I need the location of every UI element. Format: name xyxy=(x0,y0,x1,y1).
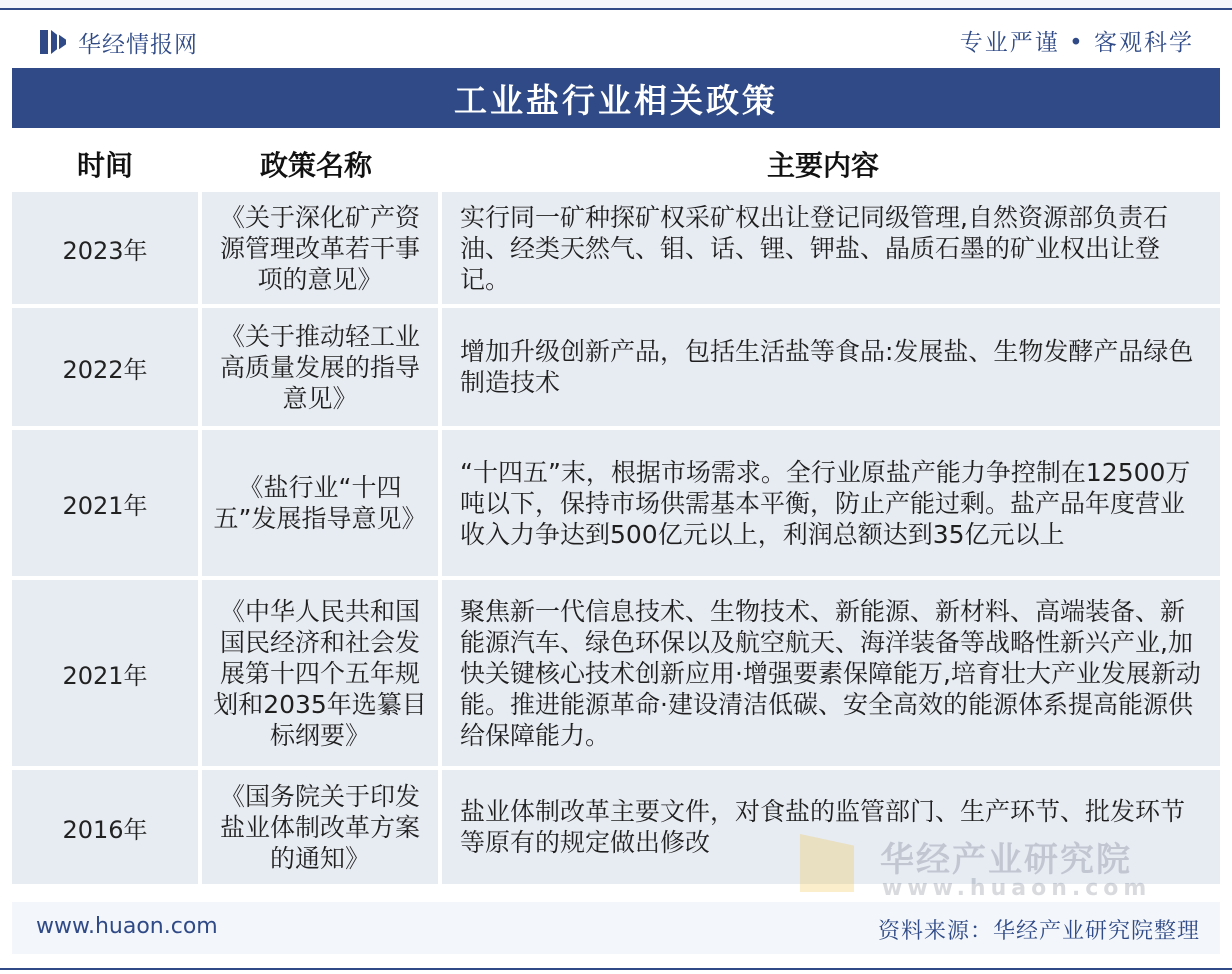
table-row xyxy=(12,430,1220,576)
policy-name-cell: 《中华人民共和国国民经济和社会发展第十四个五年规划和2035年选纂目标纲要》 xyxy=(202,580,438,766)
policy-content-cell: 盐业体制改革主要文件，对食盐的监管部门、生产环节、批发环节等原有的规定做出修改 xyxy=(442,770,1220,884)
year-cell: 2022年 xyxy=(12,308,198,426)
column-header-time: 时间 xyxy=(76,149,133,182)
source-note: 资料来源：华经产业研究院整理 xyxy=(877,919,1200,944)
policy-name-cell: 《关于推动轻工业高质量发展的指导意见》 xyxy=(202,308,438,426)
watermark-url: www.huaon.com xyxy=(882,876,1152,901)
policy-content-cell: 聚焦新一代信息技术、生物技术、新能源、新材料、高端装备、新能源汽车、绿色环保以及航空航天、海洋装备等战略性新兴产业,加快关键核心技术创新应用·增强要素保障能万,培育壮大产业发展新动能。推进能源革命·建设清洁低碳、安全高效的能源体系提高能源供给保障能力。 xyxy=(442,580,1220,766)
huajing-logo-icon xyxy=(40,30,66,54)
policy-content-cell: 实行同一矿种探矿权采矿权出让登记同级管理,自然资源部负责石油、经类天然气、钼、话、锂、钾盐、晶质石墨的矿业权出让登记。 xyxy=(442,192,1220,304)
top-rule xyxy=(0,0,1232,10)
policy-name-cell: 《盐行业“十四五”发展指导意见》 xyxy=(202,430,438,576)
policy-content-cell: “十四五”末，根据市场需求。全行业原盐产能力争控制在12500万吨以下，保持市场供需基本平衡，防止产能过剩。盐产品年度营业收入力争达到500亿元以上，利润总额达到35亿元以上 xyxy=(442,430,1220,576)
website-link[interactable]: www.huaon.com xyxy=(36,914,218,939)
table-row xyxy=(12,580,1220,766)
column-header-policy-name: 政策名称 xyxy=(259,149,372,182)
year-cell: 2021年 xyxy=(12,430,198,576)
page-title: 工业盐行业相关政策 xyxy=(12,68,1220,128)
policy-content-cell: 增加升级创新产品，包括生活盐等食品:发展盐、生物发酵产品绿色制造技术 xyxy=(442,308,1220,426)
policy-name-cell: 《关于深化矿产资源管理改革若干事项的意见》 xyxy=(202,192,438,304)
year-cell: 2021年 xyxy=(12,580,198,766)
year-cell: 2023年 xyxy=(12,192,198,304)
watermark-text: 华经产业研究院 xyxy=(880,840,1132,880)
table-row xyxy=(12,308,1220,426)
bottom-rule xyxy=(0,968,1232,970)
table-row xyxy=(12,770,1220,884)
slogan: 专业严谨 • 客观科学 xyxy=(959,30,1194,56)
table-header xyxy=(12,140,1220,188)
brand-name: 华经情报网 xyxy=(78,32,198,58)
table-row xyxy=(12,192,1220,304)
policy-name-cell: 《国务院关于印发盐业体制改革方案的通知》 xyxy=(202,770,438,884)
footer xyxy=(12,902,1220,954)
header xyxy=(0,12,1232,68)
policy-table xyxy=(12,140,1220,884)
year-cell: 2016年 xyxy=(12,770,198,884)
column-header-content: 主要内容 xyxy=(766,149,879,182)
